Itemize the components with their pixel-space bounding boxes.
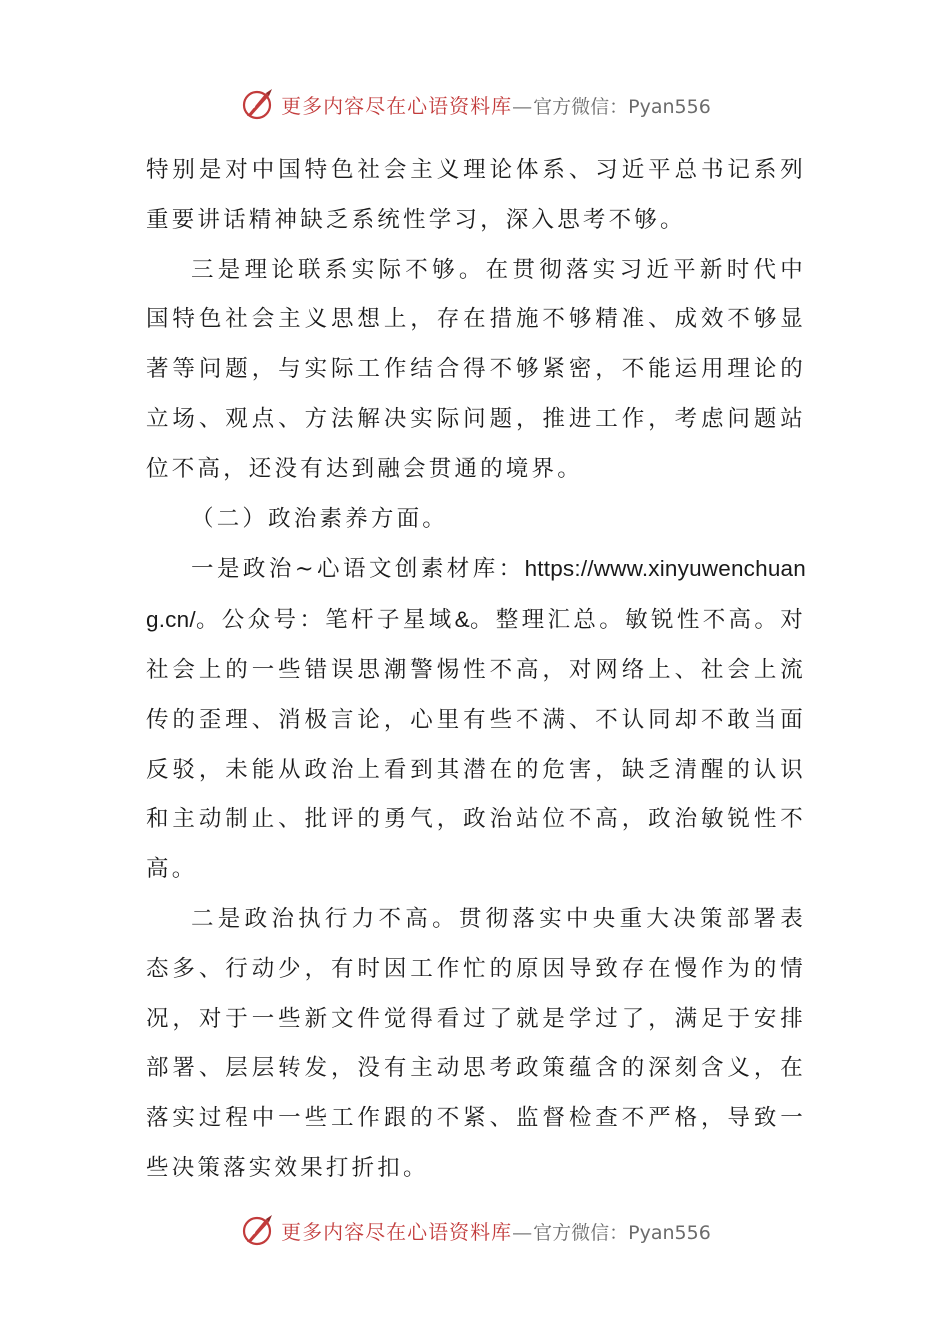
banner-wechat-label: 官方微信：	[533, 95, 629, 118]
paragraph-1: 特别是对中国特色社会主义理论体系、习近平总书记系列重要讲话精神缺乏系统性学习，深入思考不够。	[146, 157, 806, 233]
banner-site-text: 更多内容尽在心语资料库	[281, 93, 513, 118]
banner-wechat-label: 官方微信：	[533, 1221, 629, 1244]
section-heading-2: （二）政治素养方面。	[191, 505, 449, 532]
paragraph-3-mid: 。公众号：笔杆子星域	[195, 607, 455, 634]
paragraph-3	[146, 544, 806, 895]
quill-logo-icon	[239, 86, 275, 122]
paragraph-3-url: https://www.xinyuwenchuang.cn/	[146, 556, 806, 633]
paragraph-4: 二是政治执行力不高。贯彻落实中央重大决策部署表态多、行动少，有时因工作忙的原因导致存在慢作为的情况，对于一些新文件觉得看过了就是学过了，满足于安排部署、层层转发，没有主动思考政策蕴含的深刻含义，在落实过程中一些工作跟的不紧、监督检查不严格，导致一些决策落实效果打折扣。	[146, 905, 806, 1181]
paragraph-3-rest: 。整理汇总。敏锐性不高。对社会上的一些错误思潮警惕性不高，对网络上、社会上流传的歪理、消极言论，心里有些不满、不认同却不敢当面反驳，未能从政治上看到其潜在的危害，缺乏清醒的认识和主动制止、批评的勇气，政治站位不高，政治敏锐性不高。	[146, 607, 806, 883]
quill-logo-icon	[239, 1212, 275, 1248]
banner-site-text: 更多内容尽在心语资料库	[281, 1219, 513, 1244]
banner-dash: —	[512, 1219, 534, 1244]
banner-text	[281, 1216, 711, 1245]
banner-text	[281, 90, 711, 119]
header-banner	[0, 84, 950, 124]
document-body	[146, 146, 806, 1194]
banner-wechat-id: Pyan556	[628, 1221, 711, 1244]
paragraph-3-amp: &	[454, 607, 470, 633]
footer-banner	[0, 1210, 950, 1250]
paragraph-2: 三是理论联系实际不够。在贯彻落实习近平新时代中国特色社会主义思想上，存在措施不够精准、成效不够显著等问题，与实际工作结合得不够紧密，不能运用理论的立场、观点、方法解决实际问题，推进工作，考虑问题站位不高，还没有达到融会贯通的境界。	[146, 256, 806, 482]
banner-dash: —	[512, 93, 534, 118]
paragraph-3-lead: 一是政治~心语文创素材库：	[191, 556, 525, 583]
banner-wechat-id: Pyan556	[628, 95, 711, 118]
